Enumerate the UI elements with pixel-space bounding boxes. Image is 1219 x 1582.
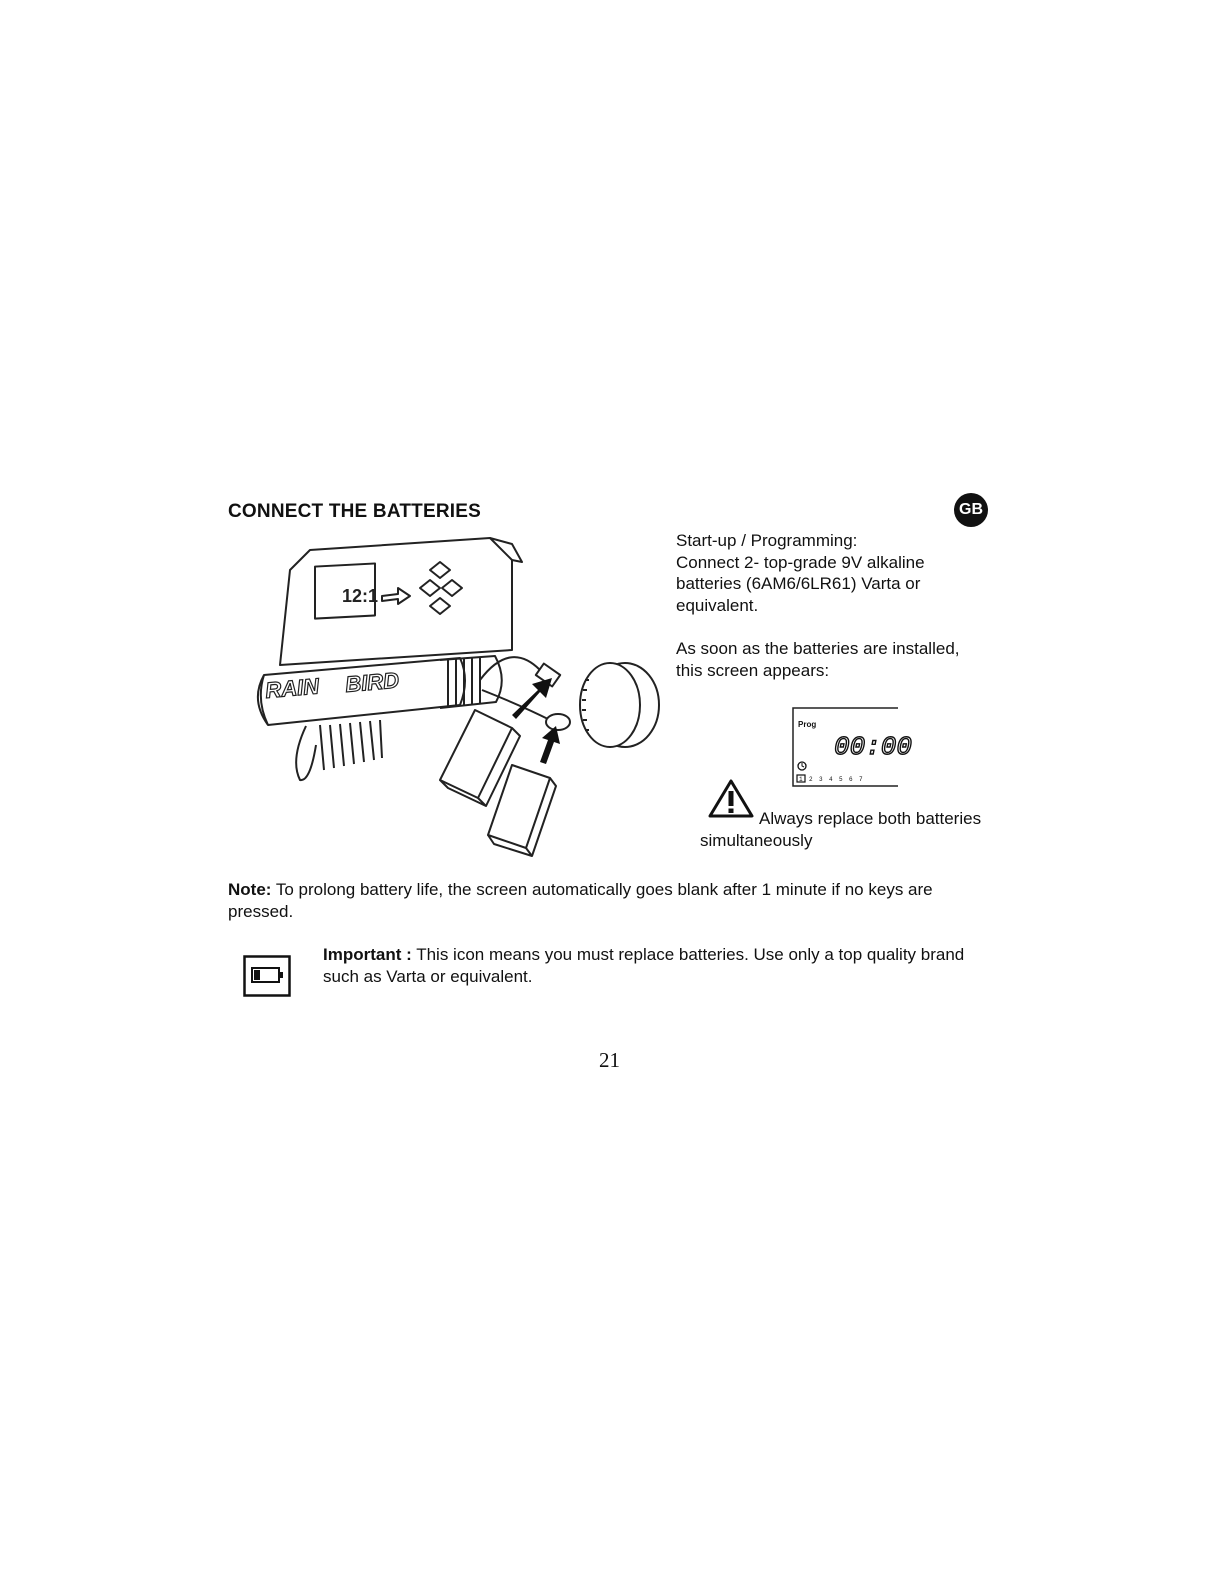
note-text: To prolong battery life, the screen automatically goes blank after 1 minute if no keys are pressed. <box>228 880 933 921</box>
warning-text <box>700 808 1020 851</box>
intro-battery-instructions: Connect 2- top-grade 9V alkaline batteries (6AM6/6LR61) Varta or equivalent. <box>676 552 925 615</box>
important-text: This icon means you must replace batteries. Use only a top quality brand such as Varta or equivalent. <box>323 945 965 986</box>
low-battery-icon <box>243 955 291 997</box>
warning-line1: Always replace both batteries <box>759 809 982 828</box>
battery-installation-illustration <box>250 530 660 860</box>
lcd-day-1: 1 <box>799 776 803 783</box>
lcd-day-6: 6 <box>849 776 853 783</box>
lcd-day-7: 7 <box>859 776 863 783</box>
svg-text:BIRD: BIRD <box>344 667 401 697</box>
warning-line2: simultaneously <box>700 830 813 850</box>
important-label: Important : <box>323 945 412 964</box>
lcd-day-3: 3 <box>819 776 823 783</box>
lcd-time: 00:00 <box>834 732 913 762</box>
language-badge: GB <box>954 493 988 527</box>
intro-text <box>676 530 976 681</box>
section-heading: CONNECT THE BATTERIES <box>228 501 481 522</box>
lcd-day-5: 5 <box>839 776 843 783</box>
lcd-day-4: 4 <box>829 776 833 783</box>
intro-screen-appears: As soon as the batteries are installed, this screen appears: <box>676 639 960 680</box>
intro-heading: Start-up / Programming: <box>676 531 858 550</box>
lcd-screen-illustration <box>792 707 913 787</box>
svg-text:12:1: 12:1 <box>342 586 379 606</box>
page-number: 21 <box>599 1048 620 1072</box>
svg-text:RAIN: RAIN <box>264 673 321 703</box>
note-paragraph <box>228 879 998 923</box>
lcd-prog-label: Prog <box>798 720 817 729</box>
important-paragraph <box>323 944 1003 988</box>
note-label: Note: <box>228 880 272 899</box>
lcd-day-2: 2 <box>809 776 813 783</box>
